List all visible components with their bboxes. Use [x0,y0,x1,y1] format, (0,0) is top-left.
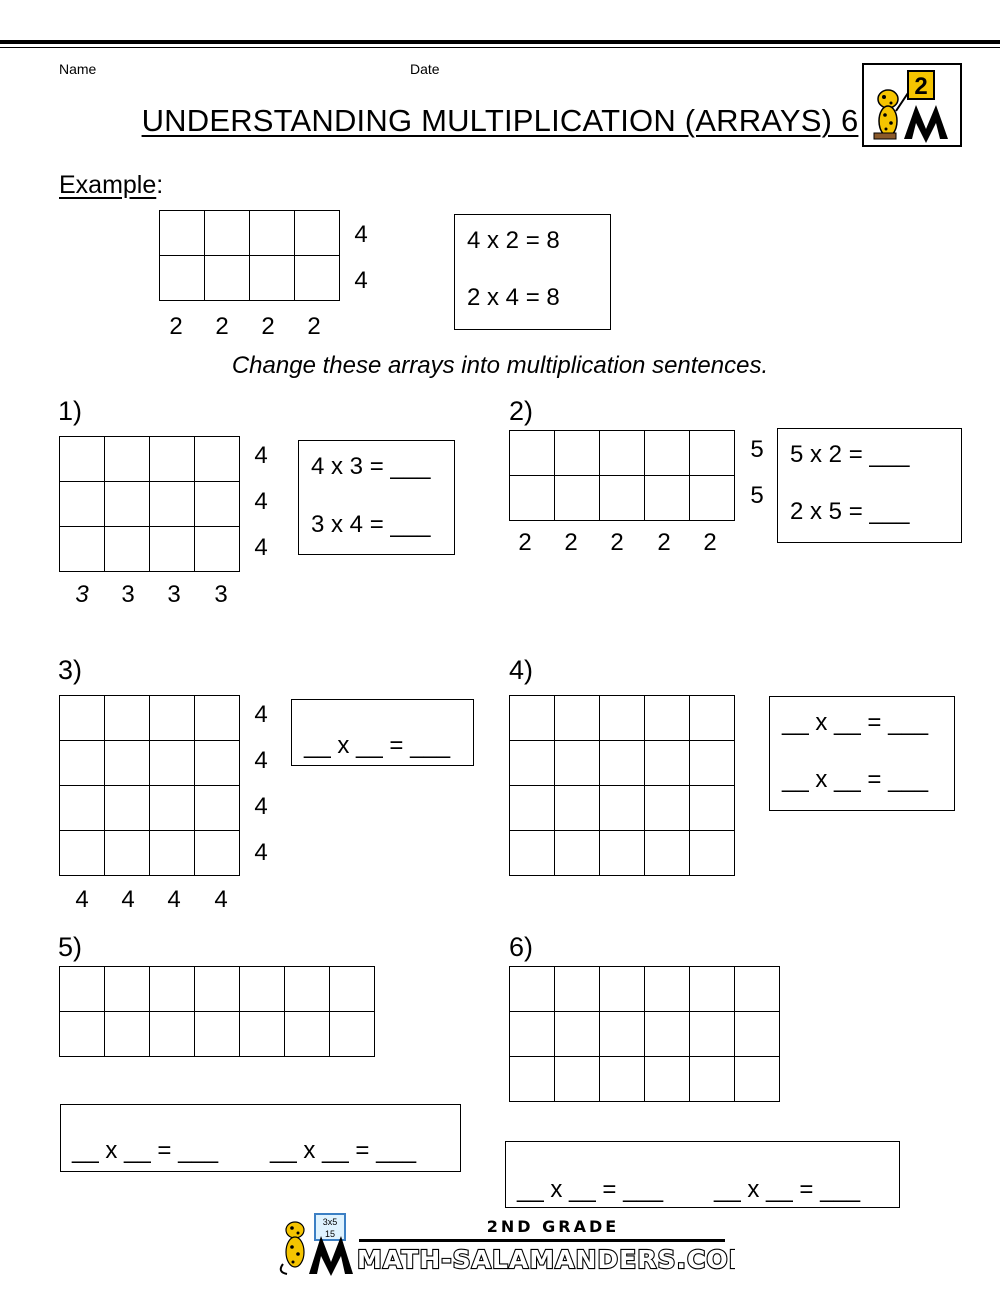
q4-answer-box [769,696,955,811]
logo [862,63,962,147]
q2-col-label: 2 [703,529,717,556]
q4-array [509,695,735,876]
q3-sentence: __ x __ = ___ [304,732,451,759]
q5-sentence: __ x __ = ___ [270,1137,417,1164]
example-answer-box [454,214,611,330]
question-number: 2) [509,396,534,426]
q3-row-label: 4 [254,701,268,728]
q3-array [59,695,240,876]
example-col-label: 2 [215,313,229,340]
example-col-label: 2 [169,313,183,340]
svg-text:15: 15 [324,1229,336,1239]
top-rule [0,40,1000,44]
svg-text:3x5: 3x5 [322,1217,338,1227]
q3-col-label: 4 [167,886,181,913]
q6-array [509,966,780,1102]
q3-row-label: 4 [254,747,268,774]
svg-text:2: 2 [914,73,928,100]
example-col-label: 2 [307,313,321,340]
q1-col-label: 3 [121,581,135,608]
q3-row-label: 4 [254,793,268,820]
question-number: 1) [58,396,83,426]
q2-answer-box [777,428,962,543]
q2-col-label: 2 [610,529,624,556]
q4-sentence: __ x __ = ___ [782,709,929,736]
q1-sentence: 4 x 3 = ___ [311,453,431,480]
q1-answer-box [298,440,455,555]
q2-row-label: 5 [750,482,764,509]
q3-row-label: 4 [254,839,268,866]
question-number: 4) [509,655,534,685]
example-array [159,210,340,301]
question-number: 3) [58,655,83,685]
q2-sentence: 2 x 5 = ___ [790,498,910,525]
name-label: Name [59,61,97,77]
q1-col-label: 3 [167,581,181,608]
example-sentence: 4 x 2 = 8 [467,227,560,254]
q6-sentence: __ x __ = ___ [714,1176,861,1203]
example-col-label: 2 [261,313,275,340]
example-sentence: 2 x 4 = 8 [467,284,560,311]
q5-answer-box [60,1104,461,1172]
q2-array [509,430,735,521]
question-number: 6) [509,932,534,962]
math-salamanders-logo-icon [275,1212,735,1278]
q1-sentence: 3 x 4 = ___ [311,511,431,538]
example-row-label: 4 [354,221,368,248]
q1-row-label: 4 [254,442,268,469]
date-label: Date [410,61,440,77]
salamander-logo-icon [864,65,960,145]
svg-text:MATH-SALAMANDERS.COM: MATH-SALAMANDERS.COM [357,1245,735,1274]
footer-logo [275,1212,735,1278]
q2-col-label: 2 [564,529,578,556]
q1-row-label: 4 [254,534,268,561]
q6-sentence: __ x __ = ___ [517,1176,664,1203]
q2-col-label: 2 [518,529,532,556]
top-rule-thin [0,47,1000,48]
q2-col-label: 2 [657,529,671,556]
page-title: UNDERSTANDING MULTIPLICATION (ARRAYS) 6 [141,103,859,138]
q1-col-label: 3 [214,581,228,608]
q2-row-label: 5 [750,436,764,463]
q6-answer-box [505,1141,900,1208]
q5-array [59,966,375,1057]
q1-row-label: 4 [254,488,268,515]
q1-col-label: 3 [75,581,89,608]
q1-array [59,436,240,572]
q2-sentence: 5 x 2 = ___ [790,441,910,468]
instructions: Change these arrays into multiplication sentences. [231,352,769,379]
question-number: 5) [58,932,83,962]
q3-col-label: 4 [214,886,228,913]
q3-answer-box [291,699,474,766]
example-label: Example: [59,171,164,199]
q3-col-label: 4 [121,886,135,913]
q4-sentence: __ x __ = ___ [782,766,929,793]
q3-col-label: 4 [75,886,89,913]
example-row-label: 4 [354,267,368,294]
q5-sentence: __ x __ = ___ [72,1137,219,1164]
svg-text:2ND GRADE: 2ND GRADE [486,1217,620,1236]
